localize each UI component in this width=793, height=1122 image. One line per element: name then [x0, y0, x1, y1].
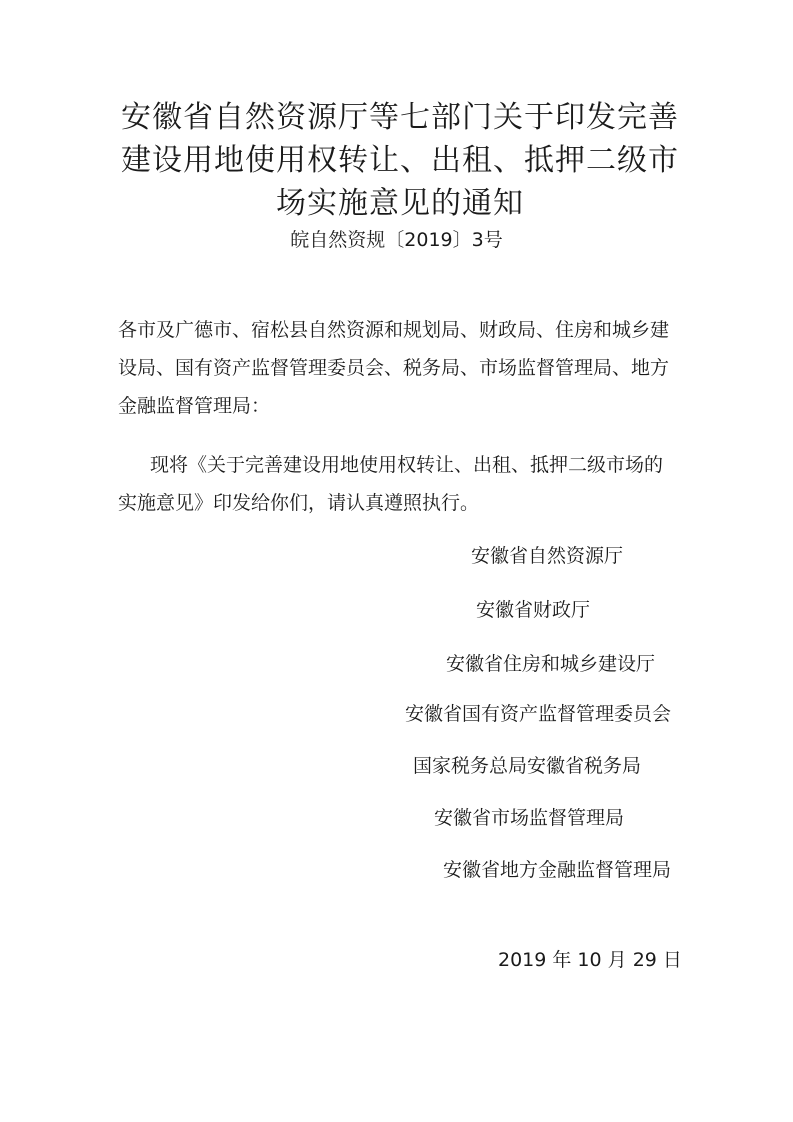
document-date: 2019 年 10 月 29 日: [498, 949, 682, 971]
signer-finance: 安徽省财政厅: [476, 599, 591, 621]
addressee: [118, 311, 688, 425]
signer-financial-regulation: 安徽省地方金融监督管理局: [443, 859, 672, 881]
document-title: [100, 96, 700, 225]
addressee-line: 各市及广德市、宿松县自然资源和规划局、财政局、住房和城乡建: [118, 319, 670, 341]
body-line: 实施意见》印发给你们，请认真遵照执行。: [118, 492, 480, 514]
title-line: 建设用地使用权转让、出租、抵押二级市: [121, 143, 679, 178]
body-paragraph: [118, 446, 688, 522]
signer-taxation: 国家税务总局安徽省税务局: [413, 755, 642, 777]
body-line: 现将《关于完善建设用地使用权转让、出租、抵押二级市场的: [150, 454, 664, 476]
signer-market-regulation: 安徽省市场监督管理局: [434, 807, 625, 829]
addressee-line: 设局、国有资产监督管理委员会、税务局、市场监督管理局、地方: [118, 357, 670, 379]
title-line: 安徽省自然资源厅等七部门关于印发完善: [121, 100, 679, 135]
signer-housing: 安徽省住房和城乡建设厅: [446, 653, 656, 675]
addressee-line: 金融监督管理局：: [118, 395, 271, 417]
signer-state-assets: 安徽省国有资产监督管理委员会: [405, 703, 672, 725]
document-number: 皖自然资规〔2019〕3号: [290, 229, 503, 251]
title-line: 场实施意见的通知: [276, 186, 524, 221]
signer-natural-resources: 安徽省自然资源厅: [471, 545, 624, 567]
